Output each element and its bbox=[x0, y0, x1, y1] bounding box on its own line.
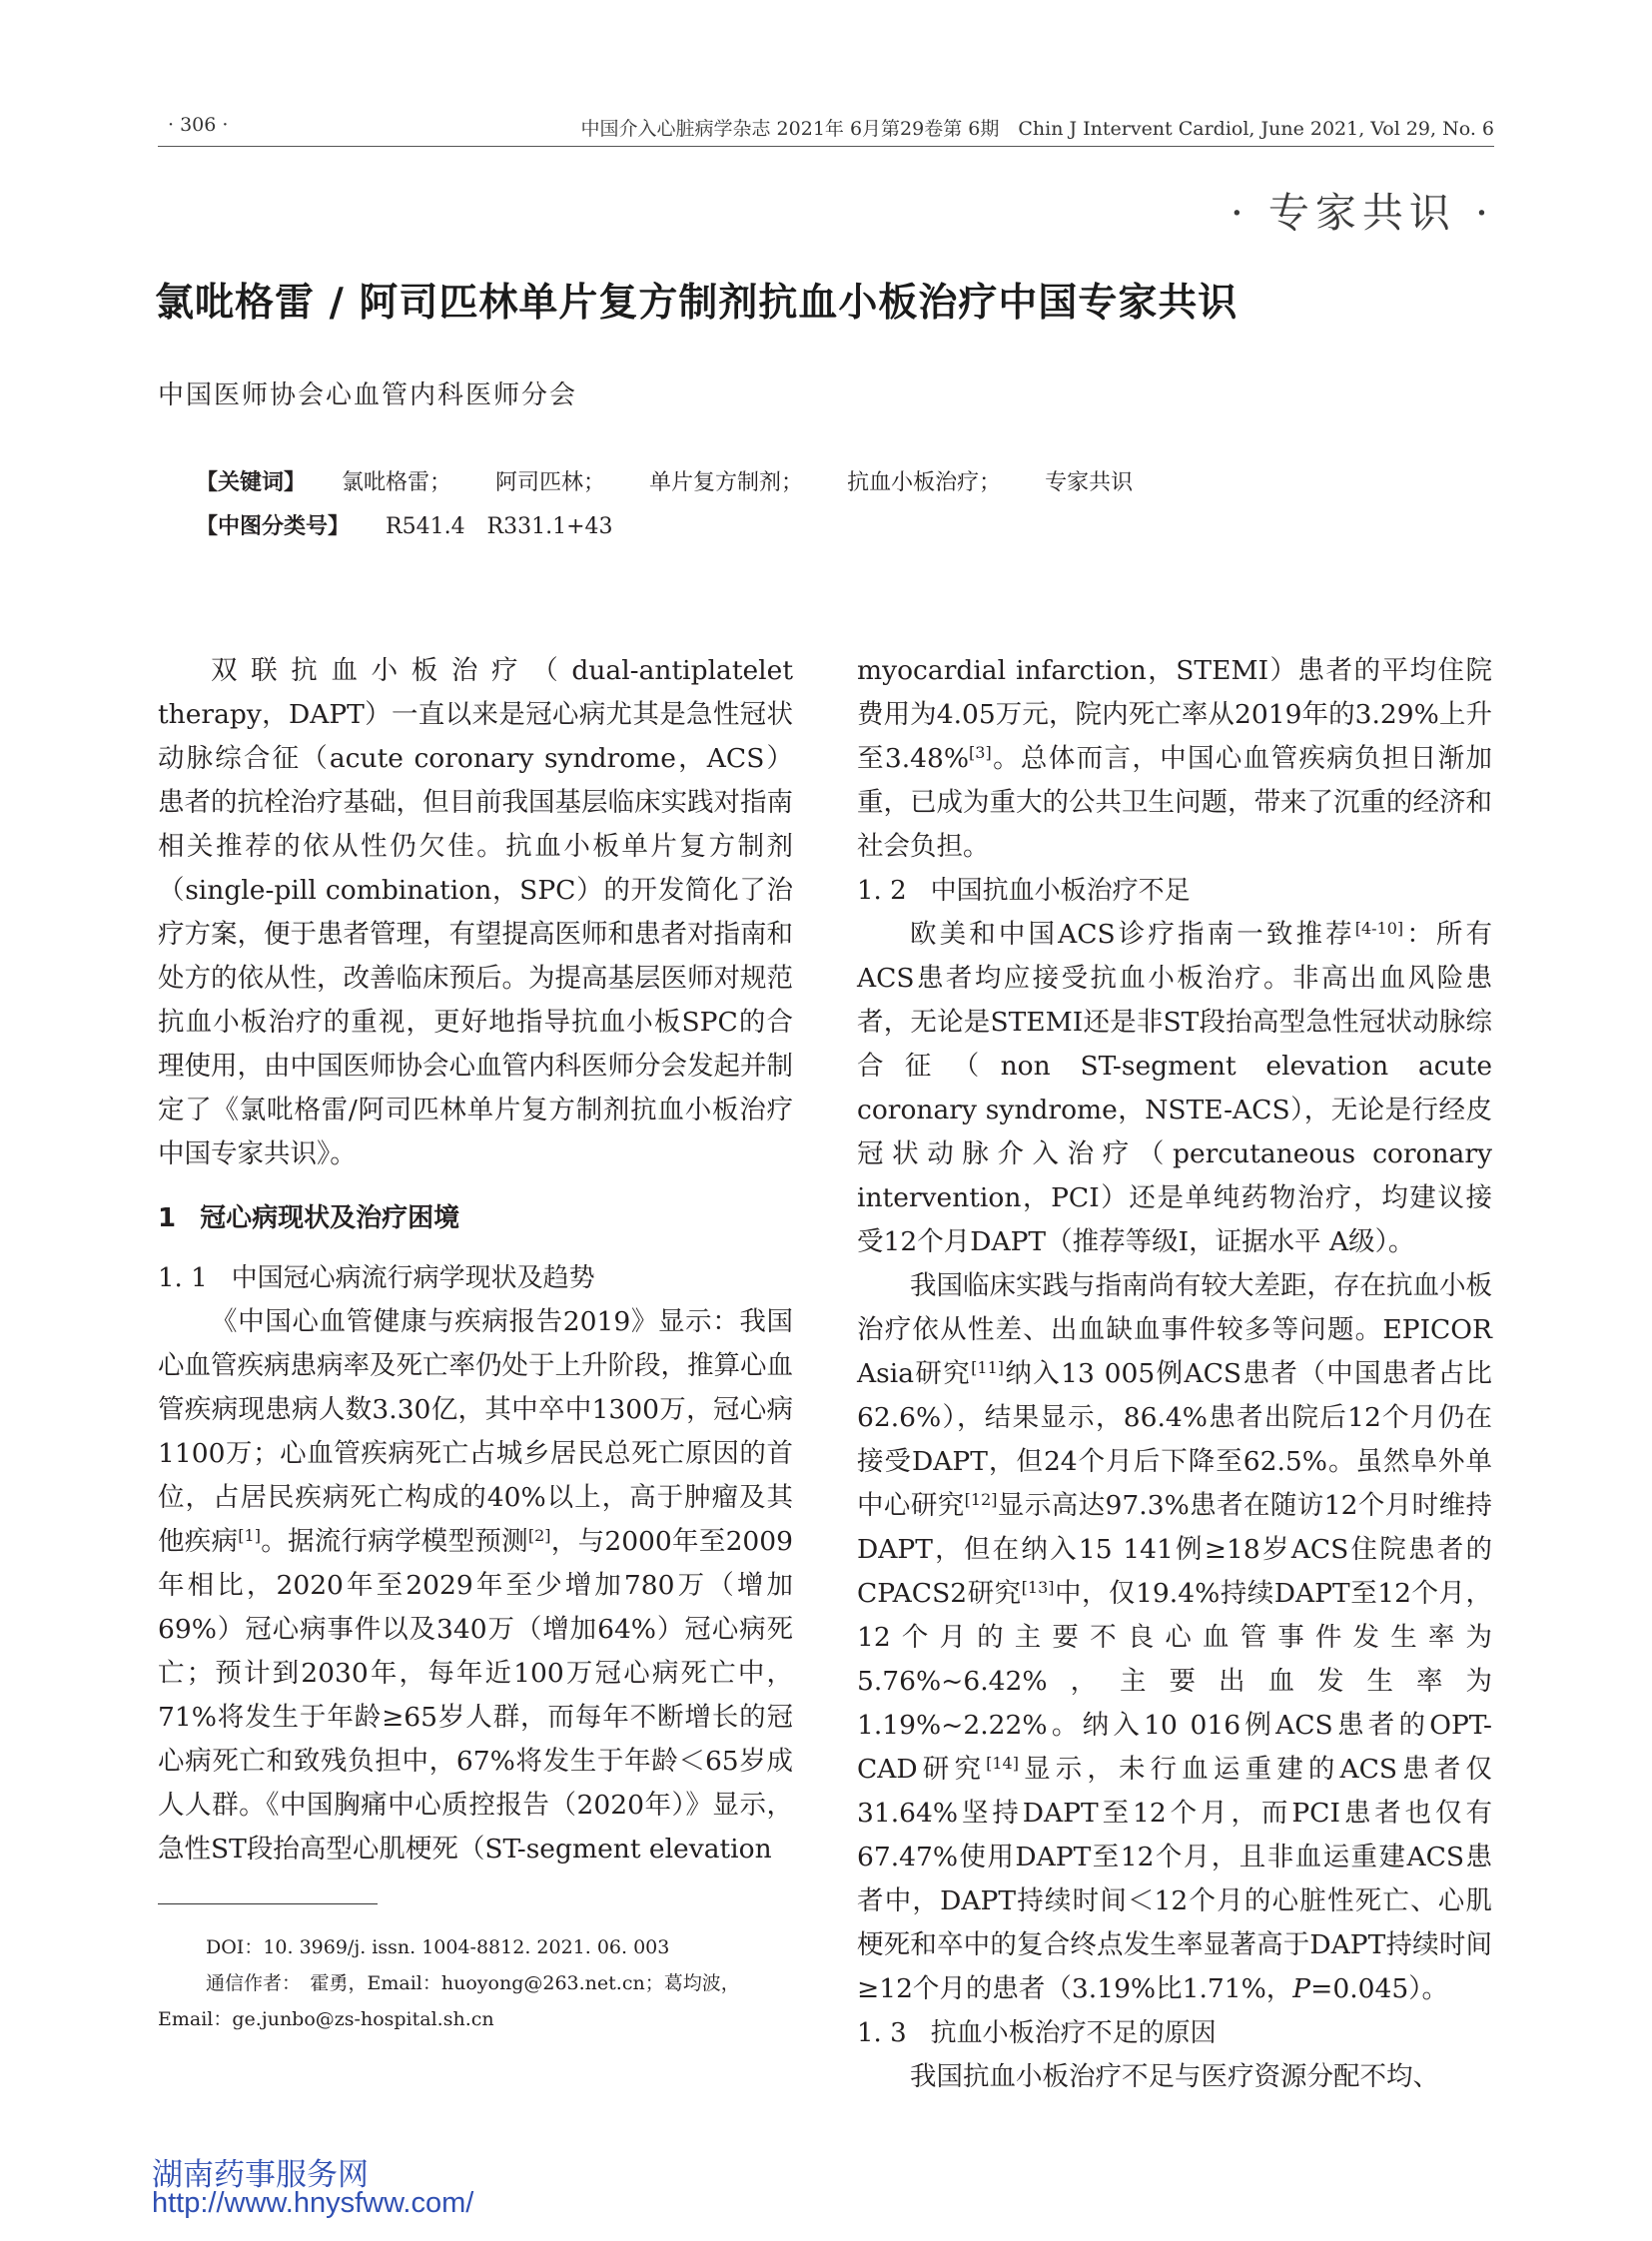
classification-label: 【中图分类号】 bbox=[196, 514, 351, 539]
article-title: 氯吡格雷 / 阿司匹林单片复方制剂抗血小板治疗中国专家共识 bbox=[155, 281, 1239, 326]
keyword: 单片复方制剂； bbox=[649, 470, 804, 495]
header-rule bbox=[158, 146, 1494, 147]
citation-link[interactable]: [4-10] bbox=[1354, 919, 1404, 938]
subsection-title: 抗血小板治疗不足的原因 bbox=[930, 2018, 1217, 2048]
keyword: 抗血小板治疗； bbox=[847, 470, 1002, 495]
section-heading bbox=[158, 1196, 793, 1240]
section-title: 冠心病现状及治疗困境 bbox=[200, 1203, 460, 1233]
intro-paragraph: 双联抗血小板治疗（dual-antiplatelet therapy，DAPT）一直以来是冠心病尤其是急性冠状动脉综合征（acute coronary syndrome，ACS）患者的抗栓治疗基础，但目前我国基层临床实践对指南相关推荐的依从性仍欠佳。抗血小板单片复方制剂（single-pill combination，SPC）的开发简化了治疗方案，便于患者管理，有望提高医师和患者对指南和处方的依从性，改善临床预后。为提高基层医师对规范抗血小板治疗的重视，更好地指导抗血小板SPC的合理使用，由中国医师协会心血管内科医师分会发起并制定了《氯吡格雷/阿司匹林单片复方制剂抗血小板治疗中国专家共识》。 bbox=[158, 655, 793, 1169]
text-run: ：所有ACS患者均应接受抗血小板治疗。非高出血风险患者，无论是STEMI还是非ST段抬高型急性冠状动脉综合征（non ST-segment elevation acute coronary syndrome，NSTE-ACS），无论是行经皮冠状动脉介入治疗（percutaneous coronary intervention，PCI）还是单纯药物治疗，均建议接受12个月DAPT（推荐等级Ⅰ，证据水平 A级）。 bbox=[857, 919, 1492, 1257]
text-run: ，与2000年至2009年相比，2020年至2029年至少增加780万（增加69%）冠心病事件以及340万（增加64%）冠心病死亡；预计到2030年，每年近100万冠心病死亡中，71%将发生于年龄≥65岁人群，而每年不断增长的冠心病死亡和致残负担中，67%将发生于年龄＜65岁成人人群。《中国胸痛中心质控报告（2020年）》显示，急性ST段抬高型心肌梗死（ST-segment elevation bbox=[158, 1526, 794, 1865]
keyword: 阿司匹林； bbox=[495, 470, 606, 495]
citation-link[interactable]: [2] bbox=[527, 1526, 551, 1545]
p-value-symbol: P bbox=[1292, 1973, 1311, 2004]
text-run: 显示高达97.3%患者在随访12个月时维持DAPT，但在纳入15 141例≥18岁ACS住院患者的CPACS2研究 bbox=[857, 1490, 1493, 1609]
text-run: 。据流行病学模型预测 bbox=[260, 1526, 528, 1557]
text-run: 纳入13 005例ACS患者（中国患者占比62.6%），结果显示，86.4%患者出院后12个月仍在接受DAPT，但24个月后下降至62.5%。虽然阜外单中心研究 bbox=[857, 1358, 1492, 1521]
classification bbox=[196, 509, 613, 540]
journal-header: 中国介入心脏病学杂志 2021年 6月第29卷第 6期 Chin J Intervent Cardiol, June 2021, Vol 29, No. 6 bbox=[580, 118, 1494, 140]
text-run: 我国临床实践与指南尚有较大差距，存在抗血小板治疗依从性差、出血缺血事件较多等问题。EPICOR Asia研究 bbox=[857, 1270, 1492, 1389]
subsection-number: 1. 1 bbox=[158, 1263, 208, 1293]
citation-link[interactable]: [11] bbox=[971, 1358, 1004, 1377]
paragraph bbox=[857, 1264, 1492, 2011]
section-number: 1 bbox=[158, 1203, 177, 1233]
keywords bbox=[196, 465, 1177, 496]
text-run: 中，仅19.4%持续DAPT至12个月，12个月的主要不良心血管事件发生率为5.76%~6.42%，主要出血发生率为1.19%~2.22%。纳入10 016例ACS患者的OPT-CAD研究 bbox=[857, 1578, 1492, 1785]
text-run: 欧美和中国ACS诊疗指南一致推荐 bbox=[910, 919, 1355, 950]
subsection-title: 中国抗血小板治疗不足 bbox=[930, 876, 1191, 906]
left-column bbox=[158, 649, 793, 1871]
classification-codes: R541.4 R331.1+43 bbox=[386, 514, 613, 539]
paragraph bbox=[158, 1300, 793, 1871]
text-run: =0.045）。 bbox=[1310, 1973, 1448, 2004]
citation-link[interactable]: [12] bbox=[964, 1490, 998, 1509]
keywords-label: 【关键词】 bbox=[196, 470, 307, 495]
text-run: myocardial infarction，STEMI）患者的平均住院费用为4.05万元，院内死亡率从2019年的3.29%上升至3.48% bbox=[857, 655, 1492, 774]
subsection-title: 中国冠心病流行病学现状及趋势 bbox=[231, 1263, 595, 1293]
subsection-number: 1. 2 bbox=[857, 876, 907, 906]
text-run: 显示，未行血运重建的ACS患者仅31.64%坚持DAPT至12个月，而PCI患者也仅有67.47%使用DAPT至12个月，且非血运重建ACS患者中，DAPT持续时间＜12个月的心脏性死亡、心肌梗死和卒中的复合终点发生率显著高于DAPT持续时间≥12个月的患者（3.19%比1.71%， bbox=[857, 1754, 1492, 2004]
subsection-heading bbox=[158, 1256, 793, 1300]
doi-footnote[interactable]: DOI：10. 3969/j. issn. 1004-8812. 2021. 06. 003 bbox=[206, 1936, 670, 1958]
citation-link[interactable]: [13] bbox=[1021, 1578, 1055, 1597]
text-run: 。总体而言，中国心血管疾病负担日渐加重，已成为重大的公共卫生问题，带来了沉重的经济和社会负担。 bbox=[857, 743, 1493, 862]
right-column bbox=[857, 649, 1492, 2099]
watermark-url[interactable]: http://www.hnysfww.com/ bbox=[152, 2187, 474, 2219]
citation-link[interactable]: [3] bbox=[969, 743, 992, 762]
footnote-rule bbox=[158, 1903, 378, 1904]
citation-link[interactable]: [14] bbox=[986, 1754, 1019, 1773]
watermark-site-name: 湖南药事服务网 bbox=[152, 2157, 369, 2192]
text-run: 《中国心血管健康与疾病报告2019》显示：我国心血管疾病患病率及死亡率仍处于上升阶段，推算心血管疾病现患病人数3.30亿，其中卒中1300万，冠心病1100万；心血管疾病死亡占城乡居民总死亡原因的首位，占居民疾病死亡构成的40%以上，高于肿瘤及其他疾病 bbox=[158, 1306, 793, 1557]
keyword: 氯吡格雷； bbox=[342, 470, 452, 495]
email-footnote[interactable]: Email：ge.junbo@zs-hospital.sh.cn bbox=[158, 2008, 494, 2030]
subsection-heading bbox=[857, 2011, 1492, 2055]
subsection-heading bbox=[857, 869, 1492, 913]
keyword: 专家共识 bbox=[1045, 470, 1134, 495]
paragraph bbox=[857, 913, 1492, 1264]
paragraph bbox=[857, 649, 1492, 869]
subsection-number: 1. 3 bbox=[857, 2018, 907, 2048]
column-tag: · 专家共识 · bbox=[1230, 189, 1494, 237]
citation-link[interactable]: [1] bbox=[238, 1526, 261, 1545]
paragraph: 我国抗血小板治疗不足与医疗资源分配不均、 bbox=[910, 2061, 1439, 2092]
author: 中国医师协会心血管内科医师分会 bbox=[158, 380, 578, 410]
page-number: · 306 · bbox=[168, 114, 229, 136]
corresponding-author-footnote: 通信作者： 霍勇，Email：huoyong@263.net.cn；葛均波， bbox=[206, 1972, 740, 1994]
